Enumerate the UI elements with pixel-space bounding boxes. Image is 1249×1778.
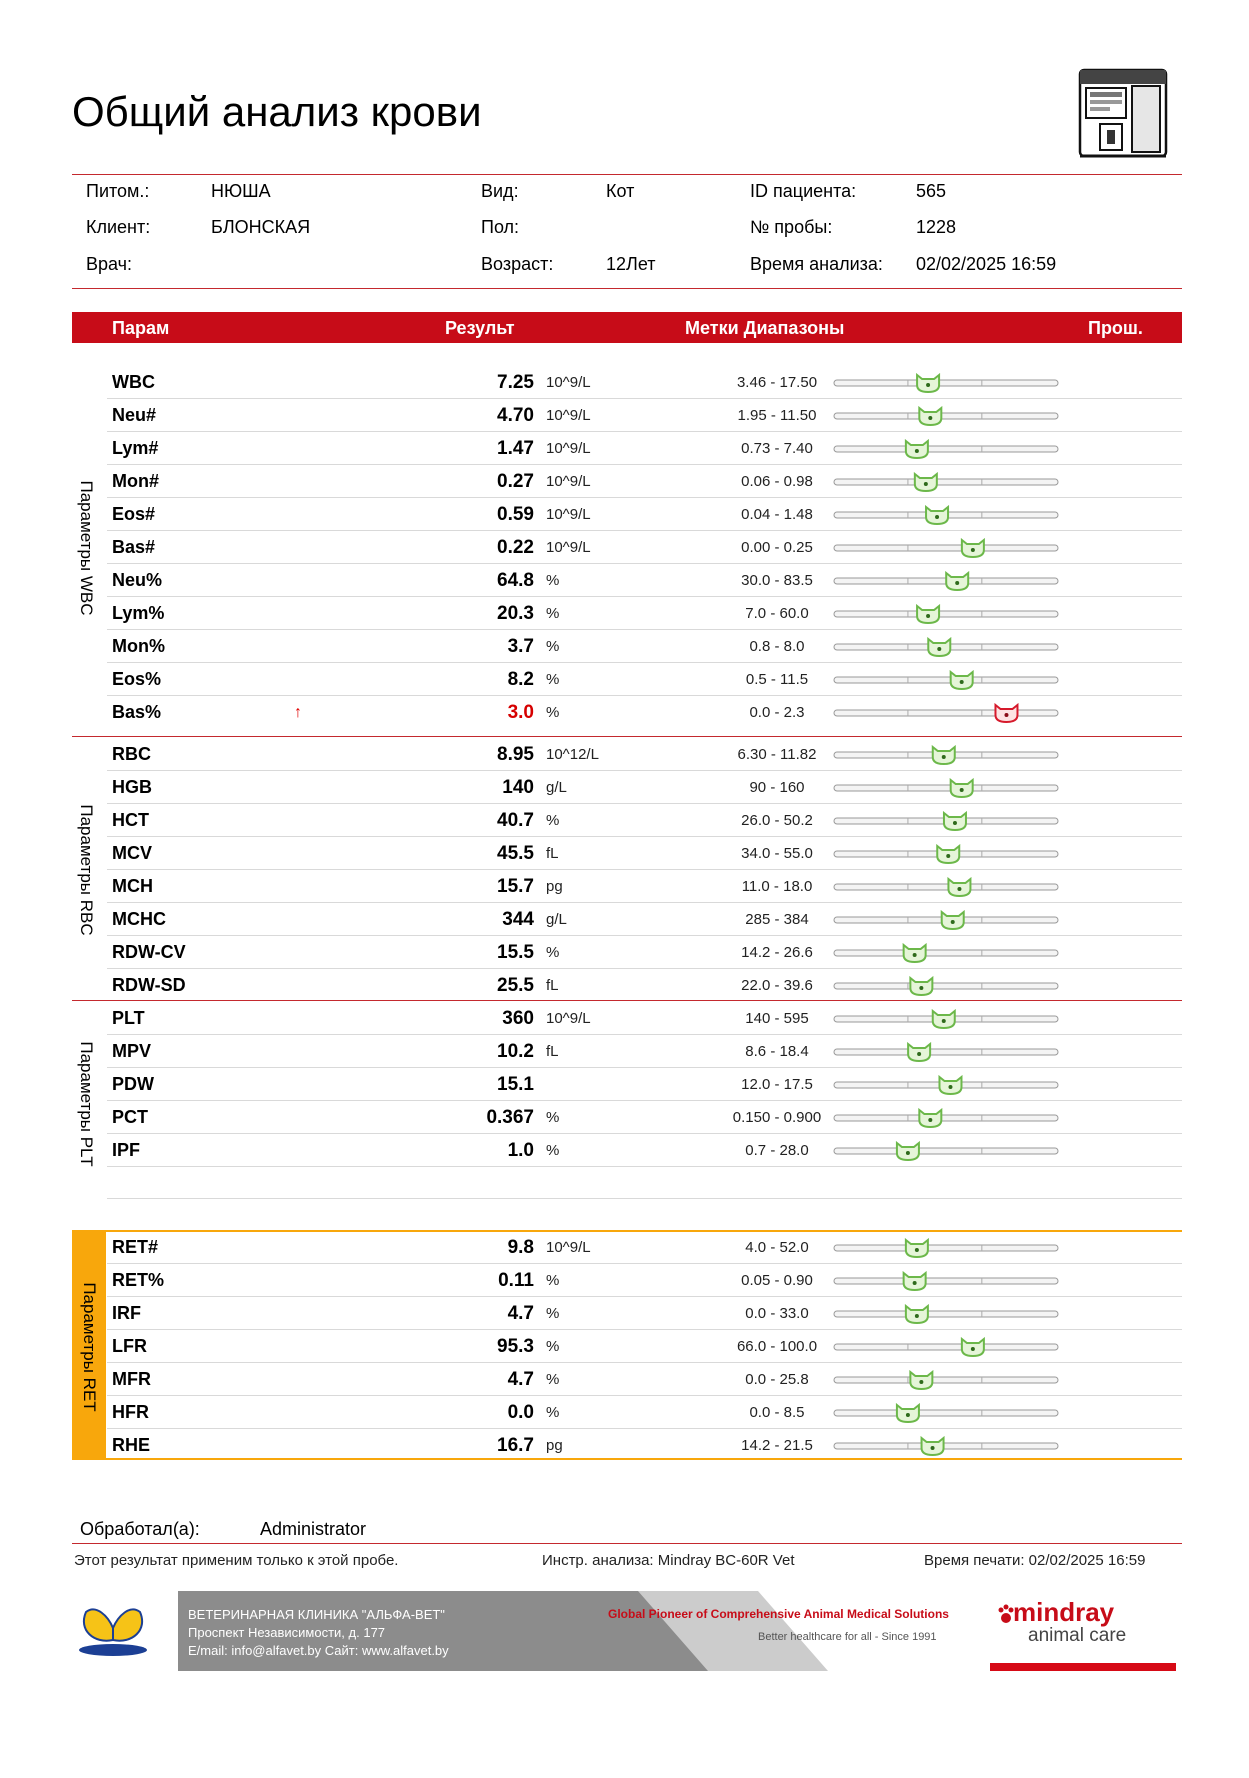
param-name: MPV: [112, 1041, 152, 1061]
table-row: [72, 1002, 1182, 1035]
table-row: [72, 936, 1182, 969]
unit: %: [546, 671, 560, 688]
marker-dot: [931, 1446, 935, 1450]
result-value: 40.7: [497, 810, 534, 831]
marker-dot: [928, 1118, 932, 1122]
clinic-banner: [178, 1591, 638, 1671]
unit: 10^9/L: [546, 407, 591, 424]
table-row: [72, 597, 1182, 630]
table-row: [72, 1134, 1182, 1167]
reference-range: 0.06 - 0.98: [741, 473, 813, 490]
result-value: 0.11: [498, 1270, 534, 1291]
marker-dot: [953, 821, 957, 825]
marker-dot: [924, 482, 928, 486]
analyzer-device-icon: [1070, 60, 1174, 164]
table-row: [72, 696, 1182, 729]
table-row: [72, 1068, 1182, 1101]
result-value: 360: [502, 1008, 534, 1029]
param-name: Neu#: [112, 405, 157, 425]
unit: fL: [546, 1043, 559, 1060]
range-gauge: [832, 1108, 1060, 1128]
range-gauge: [832, 976, 1060, 996]
marker-dot: [915, 449, 919, 453]
param-name: RHE: [112, 1435, 151, 1455]
marker-dot: [915, 1248, 919, 1252]
reference-range: 6.30 - 11.82: [737, 746, 817, 763]
range-gauge: [832, 1075, 1060, 1095]
reference-range: 11.0 - 18.0: [741, 878, 813, 895]
param-name: Neu%: [112, 570, 163, 590]
range-gauge: [832, 670, 1060, 690]
result-value: 8.95: [497, 744, 534, 765]
sample-label: № пробы:: [750, 217, 833, 237]
table-row: [72, 498, 1182, 531]
patient-id-value: 565: [916, 181, 947, 201]
result-value: 0.27: [497, 471, 534, 492]
param-name: PLT: [112, 1008, 145, 1028]
reference-range: 0.8 - 8.0: [749, 638, 805, 655]
marker-dot: [928, 416, 932, 420]
range-gauge: [832, 1271, 1060, 1291]
param-name: WBC: [112, 372, 155, 392]
marker-dot: [948, 1085, 952, 1089]
param-name: RET#: [112, 1237, 159, 1257]
range-gauge: [832, 1337, 1060, 1357]
marker-dot: [919, 1380, 923, 1384]
unit: %: [546, 1305, 560, 1322]
unit: %: [546, 1142, 560, 1159]
unit: %: [546, 1371, 560, 1388]
mindray-brand-sub: animal care: [1028, 1625, 1127, 1646]
reference-range: 14.2 - 26.6: [741, 944, 813, 961]
param-name: RDW-SD: [112, 975, 186, 995]
sex-label: Пол:: [481, 217, 520, 237]
reference-range: 4.0 - 52.0: [745, 1239, 809, 1256]
reference-range: 12.0 - 17.5: [741, 1076, 813, 1093]
clinic-name: ВЕТЕРИНАРНАЯ КЛИНИКА "АЛЬФА-ВЕТ": [188, 1607, 445, 1622]
marker-dot: [946, 854, 950, 858]
range-gauge: [832, 1370, 1060, 1390]
species-value: Кот: [606, 181, 635, 201]
print-time: Время печати: 02/02/2025 16:59: [924, 1552, 1146, 1569]
param-name: HCT: [112, 810, 149, 830]
marker-dot: [971, 1347, 975, 1351]
table-row: [72, 903, 1182, 936]
range-gauge: [832, 1238, 1060, 1258]
footer-banner: [178, 1591, 1182, 1671]
table-row: [72, 1231, 1182, 1264]
param-name: MCH: [112, 876, 153, 896]
marker-dot: [957, 887, 961, 891]
processed-by-label: Обработал(а):: [80, 1519, 200, 1539]
group-label-text: Параметры RET: [80, 1281, 99, 1412]
doctor-label: Врач:: [86, 254, 133, 274]
unit: %: [546, 944, 560, 961]
instrument-info: Инстр. анализа: Mindray BC-60R Vet: [542, 1552, 795, 1569]
disclaimer: Этот результат применим только к этой пробе.: [74, 1552, 399, 1569]
reference-range: 0.00 - 0.25: [741, 539, 813, 556]
param-name: Lym#: [112, 438, 159, 458]
species-label: Вид:: [481, 181, 519, 201]
result-value: 0.22: [497, 537, 534, 558]
banner-red-stripe: [990, 1663, 1176, 1671]
range-gauge: [832, 877, 1060, 897]
table-row: [72, 1429, 1182, 1462]
reference-range: 90 - 160: [749, 779, 805, 796]
row-divider: [107, 1166, 1182, 1167]
table-row: [72, 531, 1182, 564]
table-header: [72, 312, 1182, 343]
age-label: Возраст:: [481, 254, 554, 274]
reference-range: 1.95 - 11.50: [737, 407, 817, 424]
result-value: 1.47: [497, 438, 534, 459]
unit: 10^9/L: [546, 473, 591, 490]
reference-range: 140 - 595: [745, 1010, 809, 1027]
param-name: RBC: [112, 744, 151, 764]
param-name: IPF: [112, 1140, 141, 1160]
table-row: [72, 870, 1182, 903]
marker-dot: [913, 953, 917, 957]
unit: pg: [546, 1437, 563, 1454]
reference-range: 0.0 - 8.5: [749, 1404, 805, 1421]
param-name: RDW-CV: [112, 942, 186, 962]
table-row: [72, 969, 1182, 1002]
result-value: 4.70: [497, 405, 534, 426]
client-label: Клиент:: [86, 217, 151, 237]
group-label-text: Параметры RBC: [77, 804, 96, 936]
marker-dot: [955, 581, 959, 585]
reference-range: 7.0 - 60.0: [745, 605, 809, 622]
reference-range: 26.0 - 50.2: [741, 812, 813, 829]
reference-range: 34.0 - 55.0: [741, 845, 813, 862]
result-value: 10.2: [497, 1041, 534, 1062]
unit: %: [546, 572, 560, 589]
reference-range: 3.46 - 17.50: [736, 374, 818, 391]
result-value: 8.2: [507, 669, 534, 690]
age-value: 12Лет: [606, 254, 656, 274]
range-gauge: [832, 943, 1060, 963]
marker-dot: [951, 920, 955, 924]
param-column-header: Парам: [112, 318, 170, 338]
reference-range: 66.0 - 100.0: [736, 1338, 818, 1355]
param-name: PCT: [112, 1107, 148, 1127]
unit: %: [546, 812, 560, 829]
reference-range: 0.7 - 28.0: [745, 1142, 809, 1159]
param-name: Bas#: [112, 537, 156, 557]
marker-dot: [906, 1151, 910, 1155]
result-value: 9.8: [507, 1237, 534, 1258]
high-flag-icon: ↑: [294, 704, 302, 721]
param-name: HFR: [112, 1402, 149, 1422]
param-name: Lym%: [112, 603, 165, 623]
reference-range: 22.0 - 39.6: [741, 977, 813, 994]
reference-range: 30.0 - 83.5: [741, 572, 813, 589]
range-gauge: [832, 439, 1060, 459]
table-row: [72, 1264, 1182, 1297]
result-value: 15.1: [497, 1074, 534, 1095]
result-value: 95.3: [497, 1336, 534, 1357]
range-gauge: [832, 406, 1060, 426]
marker-dot: [915, 1314, 919, 1318]
param-name: LFR: [112, 1336, 147, 1356]
param-name: RET%: [112, 1270, 165, 1290]
table-row: [72, 771, 1182, 804]
marker-dot: [960, 680, 964, 684]
unit: %: [546, 704, 560, 721]
range-gauge: [832, 1403, 1060, 1423]
reference-range: 0.0 - 33.0: [745, 1305, 809, 1322]
table-row: [72, 432, 1182, 465]
clinic-address: Проспект Независимости, д. 177: [188, 1625, 386, 1640]
mindray-brand: mindray: [1013, 1597, 1115, 1627]
marks-ranges-column-header: Метки Диапазоны: [685, 318, 845, 338]
result-value: 3.7: [507, 636, 534, 657]
table-row: [72, 564, 1182, 597]
marker-dot: [917, 1052, 921, 1056]
param-name: Mon%: [112, 636, 165, 656]
param-name: MFR: [112, 1369, 151, 1389]
result-value: 4.7: [507, 1303, 534, 1324]
info-divider: [72, 288, 1182, 289]
clinic-logo-icon: [74, 1598, 152, 1658]
unit: 10^12/L: [546, 746, 599, 763]
unit: 10^9/L: [546, 506, 591, 523]
result-value: 7.25: [497, 372, 534, 393]
range-gauge: [832, 1141, 1060, 1161]
pet-label: Питом.:: [86, 181, 150, 201]
reference-range: 14.2 - 21.5: [741, 1437, 813, 1454]
range-gauge: [832, 910, 1060, 930]
range-gauge: [832, 844, 1060, 864]
table-row: [72, 1363, 1182, 1396]
reference-range: 0.0 - 2.3: [749, 704, 805, 721]
result-value: 16.7: [497, 1435, 534, 1456]
range-gauge: [832, 637, 1060, 657]
range-gauge: [832, 604, 1060, 624]
param-name: Eos%: [112, 669, 162, 689]
unit: %: [546, 1272, 560, 1289]
reference-range: 0.150 - 0.900: [732, 1109, 822, 1126]
range-gauge: [832, 1436, 1060, 1456]
table-row: [72, 837, 1182, 870]
reference-range: 0.73 - 7.40: [741, 440, 813, 457]
mindray-slogan: Global Pioneer of Comprehensive Animal Medical Solutions: [608, 1607, 949, 1621]
table-row: [72, 738, 1182, 771]
group-label-text: Параметры PLT: [77, 1041, 96, 1167]
table-row: [72, 1297, 1182, 1330]
table-row: [72, 399, 1182, 432]
range-gauge: [832, 538, 1060, 558]
marker-dot: [935, 515, 939, 519]
unit: g/L: [546, 911, 567, 928]
marker-dot: [1004, 713, 1008, 717]
pet-value: НЮША: [211, 181, 271, 201]
result-value: 64.8: [497, 570, 534, 591]
param-name: PDW: [112, 1074, 154, 1094]
unit: %: [546, 1109, 560, 1126]
result-value: 15.7: [497, 876, 534, 897]
param-name: Bas%: [112, 702, 162, 722]
result-value: 45.5: [497, 843, 534, 864]
unit: %: [546, 605, 560, 622]
unit: %: [546, 1404, 560, 1421]
marker-dot: [942, 1019, 946, 1023]
unit: %: [546, 638, 560, 655]
result-value: 0.59: [497, 504, 534, 525]
table-row: [72, 1396, 1182, 1429]
sample-value: 1228: [916, 217, 957, 237]
marker-dot: [906, 1413, 910, 1417]
range-gauge: [832, 778, 1060, 798]
unit: 10^9/L: [546, 539, 591, 556]
marker-dot: [926, 614, 930, 618]
param-name: Eos#: [112, 504, 156, 524]
table-row: [72, 465, 1182, 498]
reference-range: 8.6 - 18.4: [745, 1043, 809, 1060]
result-value: 15.5: [497, 942, 534, 963]
unit: 10^9/L: [546, 440, 591, 457]
range-gauge: [832, 472, 1060, 492]
unit: g/L: [546, 779, 567, 796]
page-title: Общий анализ крови: [72, 88, 482, 135]
analysis-time-label: Время анализа:: [750, 254, 883, 274]
param-name: MCV: [112, 843, 152, 863]
table-row: [72, 663, 1182, 696]
reference-range: 0.04 - 1.48: [741, 506, 813, 523]
footer-divider: [72, 1543, 1182, 1544]
unit: 10^9/L: [546, 374, 591, 391]
table-row: [72, 804, 1182, 837]
table-row: [72, 630, 1182, 663]
unit: 10^9/L: [546, 1239, 591, 1256]
header-divider: [72, 174, 1182, 175]
range-gauge: [832, 1009, 1060, 1029]
unit: %: [546, 1338, 560, 1355]
result-value: 3.0: [507, 702, 534, 723]
param-name: HGB: [112, 777, 152, 797]
range-gauge: [832, 1304, 1060, 1324]
reference-range: 0.0 - 25.8: [745, 1371, 809, 1388]
range-gauge: [832, 811, 1060, 831]
unit: fL: [546, 845, 559, 862]
result-value: 0.0: [507, 1402, 534, 1423]
result-value: 344: [502, 909, 534, 930]
result-value: 4.7: [507, 1369, 534, 1390]
previous-column-header: Прош.: [1088, 318, 1143, 338]
range-gauge: [832, 1042, 1060, 1062]
mindray-tagline: Better healthcare for all - Since 1991: [758, 1631, 937, 1643]
table-row: [72, 1101, 1182, 1134]
marker-dot: [926, 383, 930, 387]
unit: fL: [546, 977, 559, 994]
unit: pg: [546, 878, 563, 895]
param-name: IRF: [112, 1303, 141, 1323]
patient-id-label: ID пациента:: [750, 181, 857, 201]
processed-by-value: Administrator: [260, 1519, 367, 1539]
table-row: [72, 1035, 1182, 1068]
range-gauge: [832, 373, 1060, 393]
marker-dot: [971, 548, 975, 552]
analysis-time-value: 02/02/2025 16:59: [916, 254, 1057, 274]
rbc-group-divider: [72, 736, 1182, 737]
result-value: 25.5: [497, 975, 534, 996]
range-gauge: [832, 703, 1060, 723]
result-column-header: Результ: [445, 318, 515, 338]
reference-range: 285 - 384: [745, 911, 809, 928]
result-value: 0.367: [486, 1107, 534, 1128]
table-row: [72, 366, 1182, 399]
marker-dot: [960, 788, 964, 792]
range-gauge: [832, 745, 1060, 765]
reference-range: 0.5 - 11.5: [745, 671, 809, 688]
marker-dot: [937, 647, 941, 651]
unit: 10^9/L: [546, 1010, 591, 1027]
clinic-contacts: E/mail: info@alfavet.by Сайт: www.alfavet.by: [188, 1643, 449, 1658]
result-value: 20.3: [497, 603, 534, 624]
marker-dot: [913, 1281, 917, 1285]
param-name: Mon#: [112, 471, 159, 491]
paw-icon: [998, 1603, 1014, 1625]
group-label-text: Параметры WBC: [77, 479, 96, 616]
reference-range: 0.05 - 0.90: [741, 1272, 813, 1289]
result-value: 140: [502, 777, 534, 798]
table-row: [72, 1330, 1182, 1363]
param-name: MCHC: [112, 909, 166, 929]
range-gauge: [832, 571, 1060, 591]
marker-dot: [919, 986, 923, 990]
range-gauge: [832, 505, 1060, 525]
plt-empty-row-line: [107, 1198, 1182, 1199]
client-value: БЛОНСКАЯ: [211, 217, 311, 237]
result-value: 1.0: [507, 1140, 534, 1161]
marker-dot: [942, 755, 946, 759]
